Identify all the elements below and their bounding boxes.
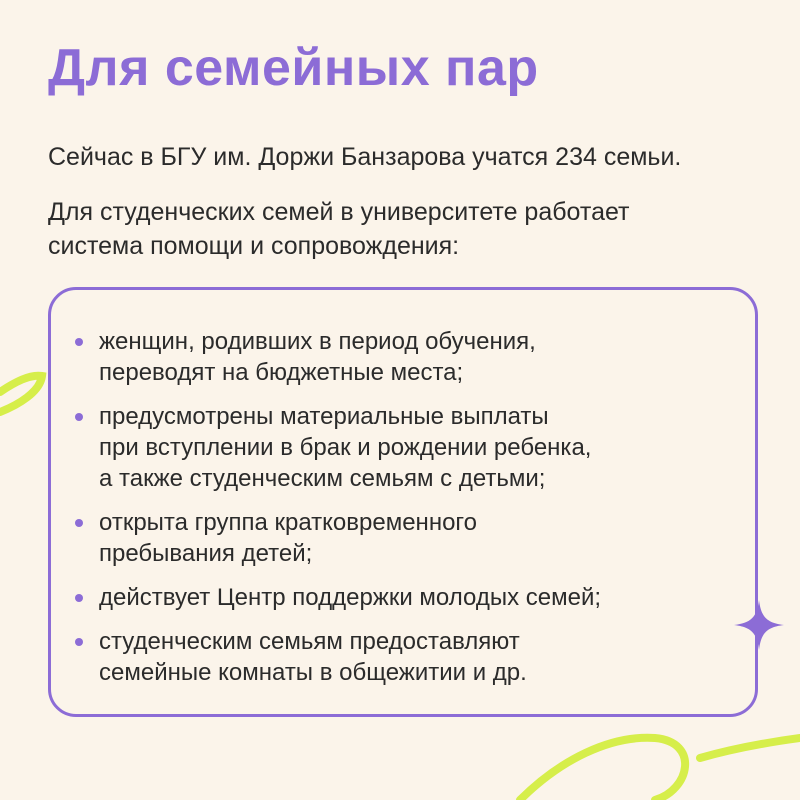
page-title: Для семейных пар: [48, 39, 539, 97]
list-item-text: студенческим семьям предоставляют семейные комнаты в общежитии и др.: [99, 628, 527, 686]
bullet-icon: [75, 519, 83, 527]
list-item: [99, 326, 725, 388]
list-item: [99, 626, 725, 688]
bullet-icon: [75, 594, 83, 602]
list-item: [99, 507, 725, 569]
sparkle-icon: [734, 600, 784, 650]
bullet-icon: [75, 338, 83, 346]
list-item-text: действует Центр поддержки молодых семей;: [99, 584, 602, 611]
intro-text-support: Для студенческих семей в университете работает система помощи и сопровождения:: [48, 198, 630, 260]
list-item-text: предусмотрены материальные выплаты при вступлении в брак и рождении ребенка, а также студенческим семьям с детьми;: [99, 403, 592, 492]
support-list: [51, 290, 755, 688]
support-card: [48, 287, 758, 717]
list-item: [99, 582, 725, 613]
list-item: [99, 401, 725, 494]
list-item-text: женщин, родивших в период обучения, переводят на бюджетные места;: [99, 328, 536, 386]
intro-text: Сейчас в БГУ им. Доржи Банзарова учатся 234 семьи.: [48, 143, 682, 171]
list-item-text: открыта группа кратковременного пребывания детей;: [99, 509, 477, 567]
bullet-icon: [75, 413, 83, 421]
bullet-icon: [75, 638, 83, 646]
